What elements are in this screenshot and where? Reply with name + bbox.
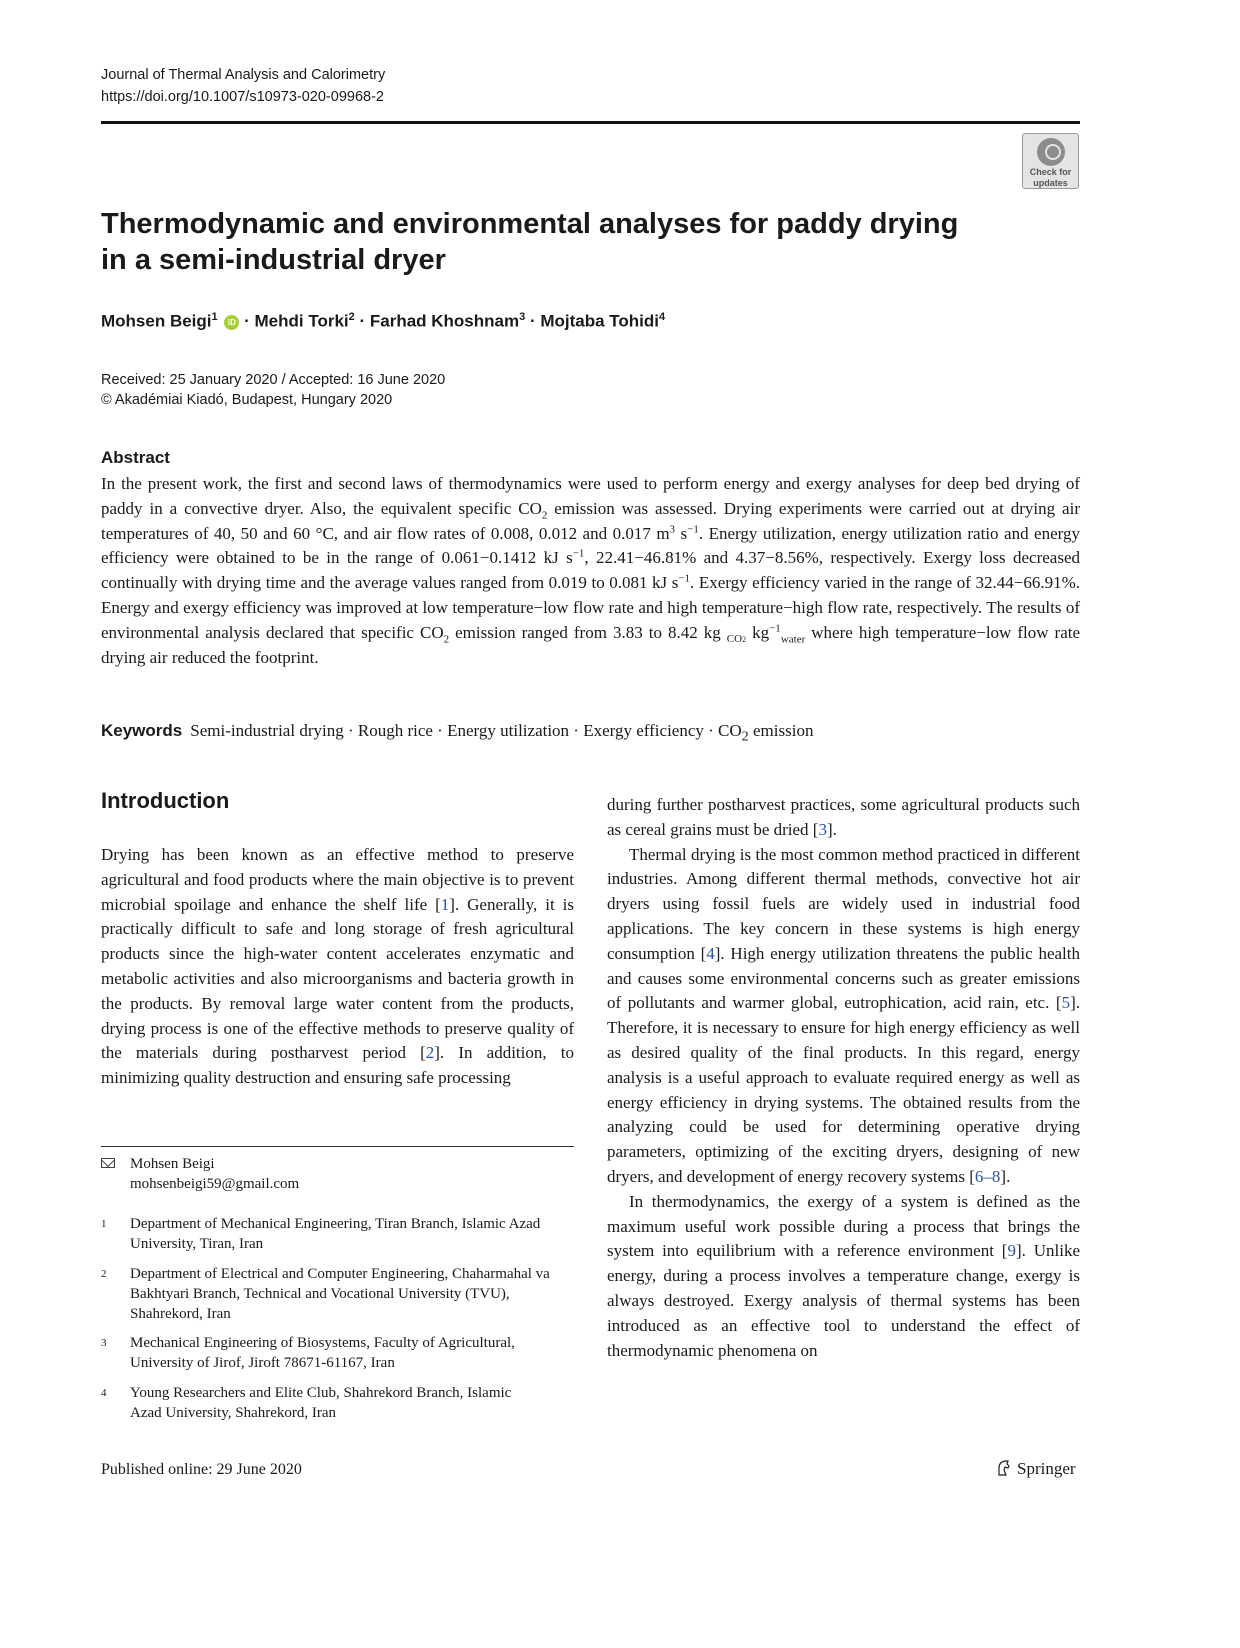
affiliation-3 (101, 1333, 574, 1373)
introduction-heading: Introduction (101, 788, 230, 813)
intro-paragraph: during further postharvest practices, some agricultural products such as cereal grains must be dried [3]. (607, 795, 1080, 839)
author-affiliation-mark: 2 (348, 311, 355, 323)
affiliation-text: Department of Electrical and Computer Engineering, Chaharmahal va Bakhtyari Branch, Technical and Vocational University (TVU), Shahrekord, Iran (130, 1266, 550, 1322)
left-column (101, 843, 574, 1091)
publication-dates (101, 370, 445, 410)
author-name[interactable]: Mojtaba Tohidi (540, 311, 660, 331)
affiliation-mark: 4 (101, 1387, 107, 1399)
header-rule (101, 121, 1080, 124)
affiliation-mark: 1 (101, 1218, 107, 1230)
author-name[interactable]: Farhad Khoshnam (369, 311, 520, 331)
title-line-1: Thermodynamic and environmental analyses for paddy drying (101, 208, 959, 240)
affiliation-4 (101, 1383, 574, 1423)
springer-horse-icon (995, 1459, 1013, 1477)
badge-line2: updates (1033, 178, 1068, 188)
corresponding-name: Mohsen Beigi (130, 1156, 215, 1172)
check-updates-icon (1037, 138, 1065, 166)
affiliation-text: Department of Mechanical Engineering, Tiran Branch, Islamic Azad University, Tiran, Iran (130, 1216, 541, 1252)
author-name[interactable]: Mohsen Beigi (101, 311, 212, 331)
author-list: Mohsen Beigi$^1$ iD · Mehdi Torki$^2$ · Farhad Khoshnam$^3$ · Mojtaba Tohidi$^4$ (101, 311, 666, 331)
corresponding-email[interactable]: mohsenbeigi59@gmail.com (130, 1176, 300, 1192)
affiliation-2 (101, 1264, 574, 1324)
published-online: Published online: 29 June 2020 (101, 1461, 302, 1478)
author-affiliation-mark: 3 (519, 311, 526, 323)
envelope-icon (101, 1158, 115, 1168)
citation-link[interactable]: 4 (706, 943, 715, 963)
abstract-heading: Abstract (101, 448, 170, 467)
citation-link[interactable]: 3 (818, 819, 827, 839)
citation-link[interactable]: 1 (440, 894, 450, 914)
footnote-rule (101, 1146, 574, 1147)
badge-line1: Check for (1029, 167, 1072, 177)
paper-title (101, 206, 1001, 278)
keywords-list: Semi-industrial drying · Rough rice · Energy utilization · Exergy efficiency · $CO_2$ emission (190, 721, 814, 745)
journal-name: Journal of Thermal Analysis and Calorimetry (101, 67, 386, 83)
affiliation-1 (101, 1214, 574, 1254)
check-for-updates-badge[interactable] (1022, 133, 1079, 189)
keywords-label: Keywords (101, 721, 183, 740)
author-affiliation-mark: 1 (211, 311, 218, 323)
author-affiliation-mark: 4 (659, 311, 666, 323)
intro-paragraph: Drying has been known as an effective method to preserve agricultural and food products where the main objective is to prevent microbial spoilage and enhance the shelf life [1]. Generally, it is practically difficult to safe and long storage of fresh agricultural products since the high-water content accelerates enzymatic and metabolic activities and also microorganisms and bacteria growth in the products. By removal large water content from the products, drying process is one of the effective methods to preserve quality of the materials during postharvest period [2]. In addition, to minimizing quality destruction and ensuring safe processing (101, 845, 574, 1088)
author-name[interactable]: Mehdi Torki (254, 311, 349, 331)
right-column (607, 793, 1080, 1363)
publisher-logo (995, 1459, 1076, 1479)
title-line-2: in a semi-industrial dryer (101, 244, 446, 276)
affiliation-text: Young Researchers and Elite Club, Shahrekord Branch, Islamic Azad University, Shahrekord, Iran (130, 1385, 512, 1421)
intro-paragraph: Thermal drying is the most common method practiced in different industries. Among different thermal methods, convective hot air dryers using fossil fuels are widely used in industrial food applications. The key concern in these systems is high energy consumption [4]. High energy utilization threatens the public health and causes some environmental concerns such as greater emissions of pollutants and warmer global, eutrophication, acid rain, etc. [5]. Therefore, it is necessary to ensure for high energy efficiency as well as desired quality of the final products. In this regard, energy analysis is a useful approach to evaluate required energy as well as energy efficiency in drying systems. The obtained results from the analyzing could be used for determining operative drying parameters, optimizing of the exciting dryers, designing of new dryers, and development of energy recovery systems [6–8]. (607, 844, 1080, 1186)
copyright-line: © Akadémiai Kiadó, Budapest, Hungary 2020 (101, 392, 393, 408)
citation-link[interactable]: 5 (1061, 993, 1071, 1013)
received-accepted: Received: 25 January 2020 / Accepted: 16 June 2020 (101, 372, 446, 388)
affiliation-mark: 2 (101, 1268, 107, 1280)
affiliation-text: Mechanical Engineering of Biosystems, Faculty of Agricultural, University of Jirof, Jiroft 78671-61167, Iran (130, 1335, 515, 1371)
publisher-name: Springer (1017, 1459, 1076, 1478)
affiliation-mark: 3 (101, 1337, 107, 1349)
keywords (101, 719, 813, 748)
corresponding-author (101, 1154, 574, 1194)
abstract-text: In the present work, the first and second laws of thermodynamics were used to perform energy and exergy analyses for deep bed drying of paddy in a convective dryer. Also, the equivalent specific $CO_2$ emission was assessed. Drying experiments were carried out at drying air temperatures of 40, 50 and 60 °C, and air flow rates of 0.008, 0.012 and 0.017 $m^3$ $s^{-1}$. Energy utilization, energy utilization ratio and energy efficiency were obtained to be in the range of 0.061−0.1412 kJ $s^{-1}$, 22.41−46.81% and 4.37−8.56%, respectively. Exergy loss decreased continually with drying time and the average values ranged from 0.019 to 0.081 kJ $s^{-1}$. Exergy efficiency varied in the range of 32.44−66.91%. Energy and exergy efficiency was improved at low temperature−low flow rate and high temperature−high flow rate, respectively. The results of environmental analysis declared that specific $CO_2$ emission ranged from 3.83 to 8.42 kg $_{CO2}$ $kg^{-1}_{water}$ where high temperature−low flow rate drying air reduced the footprint. (101, 474, 1081, 667)
orcid-icon[interactable]: iD (224, 315, 239, 330)
citation-link[interactable]: 9 (1007, 1241, 1016, 1261)
citation-link[interactable]: 6–8 (974, 1166, 1001, 1186)
doi-link[interactable]: https://doi.org/10.1007/s10973-020-09968-2 (101, 89, 384, 105)
intro-paragraph: In thermodynamics, the exergy of a system is defined as the maximum useful work possible during a process that brings the system into equilibrium with a reference environment [9]. Unlike energy, during a process involves a temperature change, exergy is always destroyed. Exergy analysis of thermal systems has been introduced as an effective tool to understand the effect of thermodynamic phenomena on (607, 1191, 1080, 1360)
journal-header (101, 64, 385, 108)
citation-link[interactable]: 2 (425, 1043, 435, 1063)
